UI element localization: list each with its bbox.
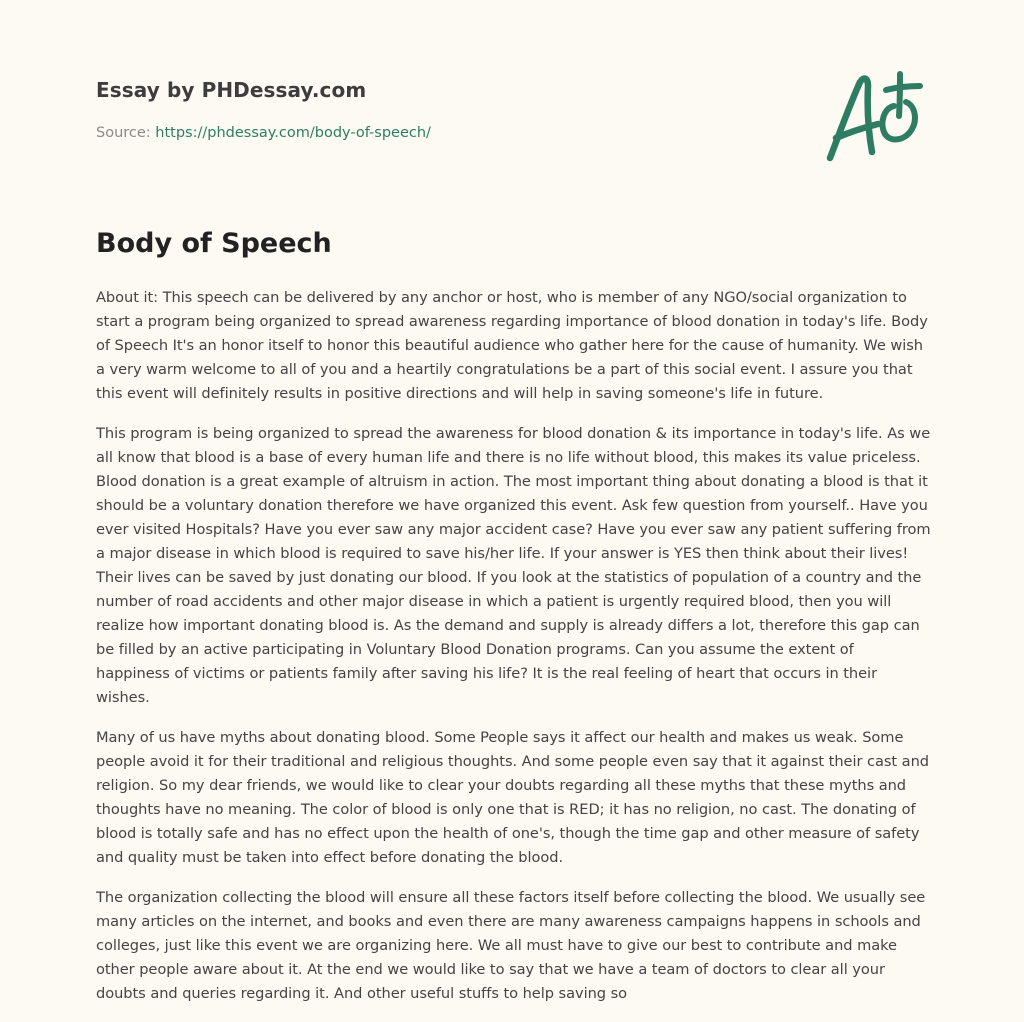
- essay-title: Body of Speech: [96, 228, 332, 259]
- essay-paragraph: About it: This speech can be delivered by any anchor or host, who is member of any NGO/social organization to start a program being organized to spread awareness regarding importance of blood donation in today's life. Body of Speech It's an honor itself to honor this beautiful audience who gather here for the cause of humanity. We wish a very warm welcome to all of you and a heartily congratulations be a part of this social event. I assure you that this event will definitely results in positive directions and will help in saving someone's life in future.: [96, 289, 928, 402]
- source-line: [96, 124, 796, 142]
- source-label: Source:: [96, 125, 156, 141]
- essay-body: [96, 286, 932, 1022]
- essay-paragraph: This program is being organized to spread the awareness for blood donation & its importance in today's life. As we all know that blood is a base of every human life and there is no life without blood, this makes its value priceless. Blood donation is a great example of altruism in action. The most important thing about donating a blood is that it should be a voluntary donation therefore we have organized this event. Ask few question from yourself.. Have you ever visited Hospitals? Have you ever saw any major accident case? Have you ever saw any patient suffering from a major disease in which blood is required to save his/her life. If your answer is YES then think about their lives! Their lives can be saved by just donating our blood. If you look at the statistics of population of a country and the number of road accidents and other major disease in which a patient is urgently required blood, then you will realize how important donating blood is. As the demand and supply is already differs a lot, therefore this gap can be filled by an active participating in Voluntary Blood Donation programs. Can you assume the extent of happiness of victims or patients family after saving his life? It is the real feeling of heart that occurs in their wishes.: [96, 425, 931, 706]
- source-link[interactable]: https://phdessay.com/body-of-speech/: [155, 125, 431, 141]
- brand-title: Essay by PHDessay.com: [96, 78, 367, 102]
- essay-header: [96, 78, 796, 142]
- essay-paragraph: Many of us have myths about donating blood. Some People says it affect our health and makes us weak. Some people avoid it for their traditional and religious thoughts. And some people even say that it against their cast and religion. So my dear friends, we would like to clear your doubts regarding all these myths that these myths and thoughts have no meaning. The color of blood is only one that is RED; it has no religion, no cast. The donating of blood is totally safe and has no effect upon the health of one's, though the time gap and other measure of safety and quality must be taken into effect before donating the blood.: [96, 729, 929, 866]
- essay-paragraph: The organization collecting the blood will ensure all these factors itself before collecting the blood. We usually see many articles on the internet, and books and even there are many awareness campaigns happens in schools and colleges, just like this event we are organizing here. We all must have to give our best to contribute and make other people aware about it. At the end we would like to say that we have a team of doctors to clear all your doubts and queries regarding it. And other useful stuffs to help saving so: [96, 889, 926, 1002]
- a-plus-logo-icon: [822, 68, 932, 168]
